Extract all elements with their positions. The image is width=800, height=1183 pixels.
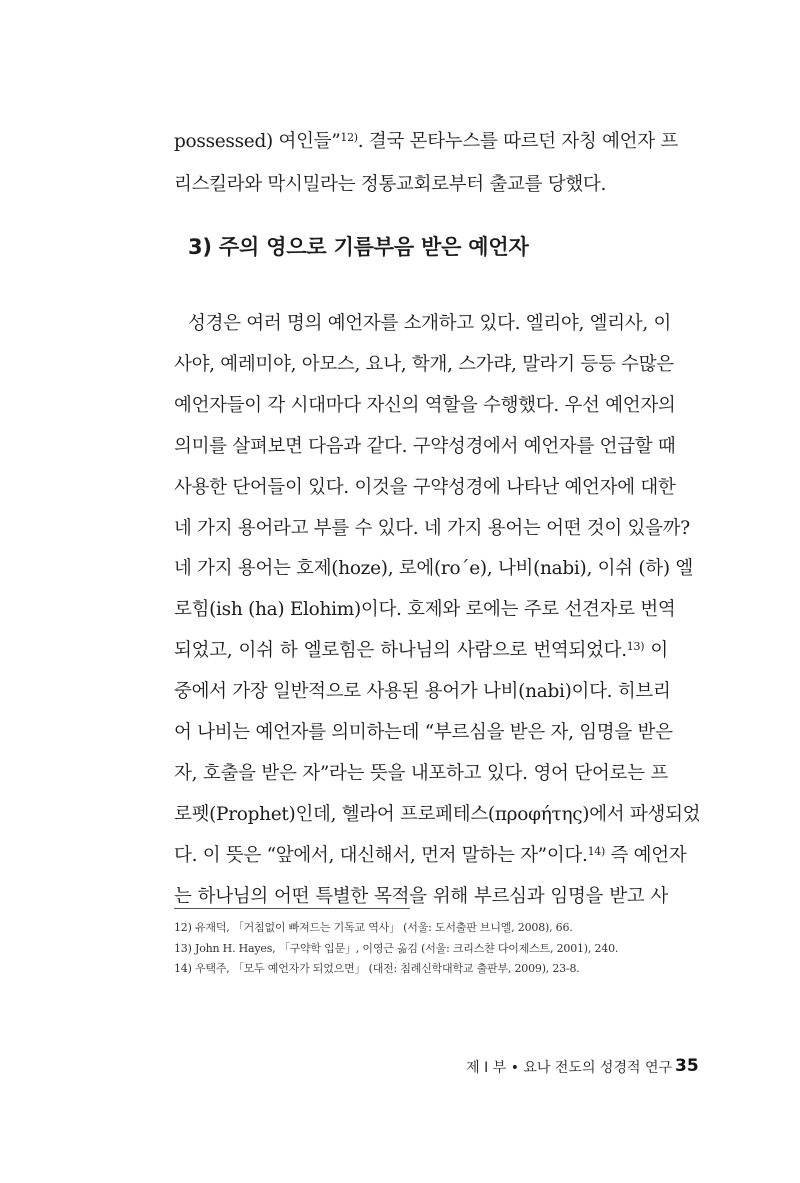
- paragraph-line: 다. 이 뜻은 “앞에서, 대신해서, 먼저 말하는 자”이다.$^{14)}$ 즉 예언자: [174, 844, 687, 866]
- paragraph-line: 네 가지 용어라고 부를 수 있다. 네 가지 용어는 어떤 것이 있을까?: [174, 517, 690, 539]
- top-paragraph: [174, 120, 678, 206]
- paragraph-line: 네 가지 용어는 호제(hoze), 로에(ro΄e), 나비(nabi), 이쉬 (하) 엘: [174, 558, 693, 580]
- paragraph-line: 예언자들이 각 시대마다 자신의 역할을 수행했다. 우선 예언자의: [174, 394, 676, 416]
- body-paragraph: [174, 304, 701, 918]
- paragraph-line: 사야, 예레미야, 아모스, 요나, 학개, 스가랴, 말라기 등등 수많은: [174, 353, 674, 375]
- footnote-12: 12) 유재덕, 「거침없이 빠져드는 기독교 역사」 (서울: 도서출판 브니엘, 2008), 66.: [174, 921, 573, 934]
- footnote-13: 13) John H. Hayes, 「구약학 입문」, 이영근 옮김 (서울: 크리스챤 다이제스트, 2001), 240.: [174, 941, 619, 955]
- paragraph-line: 리스킬라와 막시밀라는 정통교회로부터 출교를 당했다.: [174, 174, 607, 195]
- paragraph-line: 로펫(Prophet)인데, 헬라어 프로페테스(προφήτης)에서 파생되었: [174, 803, 701, 825]
- paragraph-line: possessed) 여인들”$^{12)}$. 결국 몬타누스를 따르던 자칭 예언자 프: [174, 131, 678, 152]
- footnote-ref-14[interactable]: 14): [587, 844, 605, 858]
- paragraph-line: 사용한 단어들이 있다. 이것을 구약성경에 나타난 예언자에 대한: [174, 476, 676, 498]
- paragraph-line: 로힘(ish (ha) Elohim)이다. 호제와 로에는 주로 선견자로 번역: [174, 599, 676, 621]
- running-title: 제 I 부 • 요나 전도의 성경적 연구: [466, 1060, 672, 1076]
- paragraph-line: 되었고, 이쉬 하 엘로힘은 하나님의 사람으로 번역되었다.$^{13)}$ 이: [174, 640, 669, 662]
- footnote-ref-12[interactable]: 12): [340, 131, 358, 144]
- paragraph-line: 자, 호출을 받은 자”라는 뜻을 내포하고 있다. 영어 단어로는 프: [174, 762, 668, 784]
- paragraph-line: 성경은 여러 명의 예언자를 소개하고 있다. 엘리야, 엘리사, 이: [188, 313, 672, 334]
- section-heading: 3) 주의 영으로 기름부음 받은 예언자: [188, 235, 529, 259]
- paragraph-line: 의미를 살펴보면 다음과 같다. 구약성경에서 예언자를 언급할 때: [174, 435, 676, 457]
- footnotes: [174, 918, 674, 980]
- paragraph-line: 중에서 가장 일반적으로 사용된 용어가 나비(nabi)이다. 히브리: [174, 681, 671, 703]
- paragraph-line: 어 나비는 예언자를 의미하는데 “부르심을 받은 자, 임명을 받은: [174, 722, 673, 744]
- page-number: 35: [675, 1056, 699, 1076]
- footnote-14: 14) 우택주, 「모두 예언자가 되었으면」 (대전: 침례신학대학교 출판부, 2009), 23-8.: [174, 962, 580, 975]
- footnote-divider: [174, 908, 410, 909]
- footnote-ref-13[interactable]: 13): [626, 640, 645, 654]
- paragraph-line: 는 하나님의 어떤 특별한 목적을 위해 부르심과 임명을 받고 사: [174, 885, 668, 907]
